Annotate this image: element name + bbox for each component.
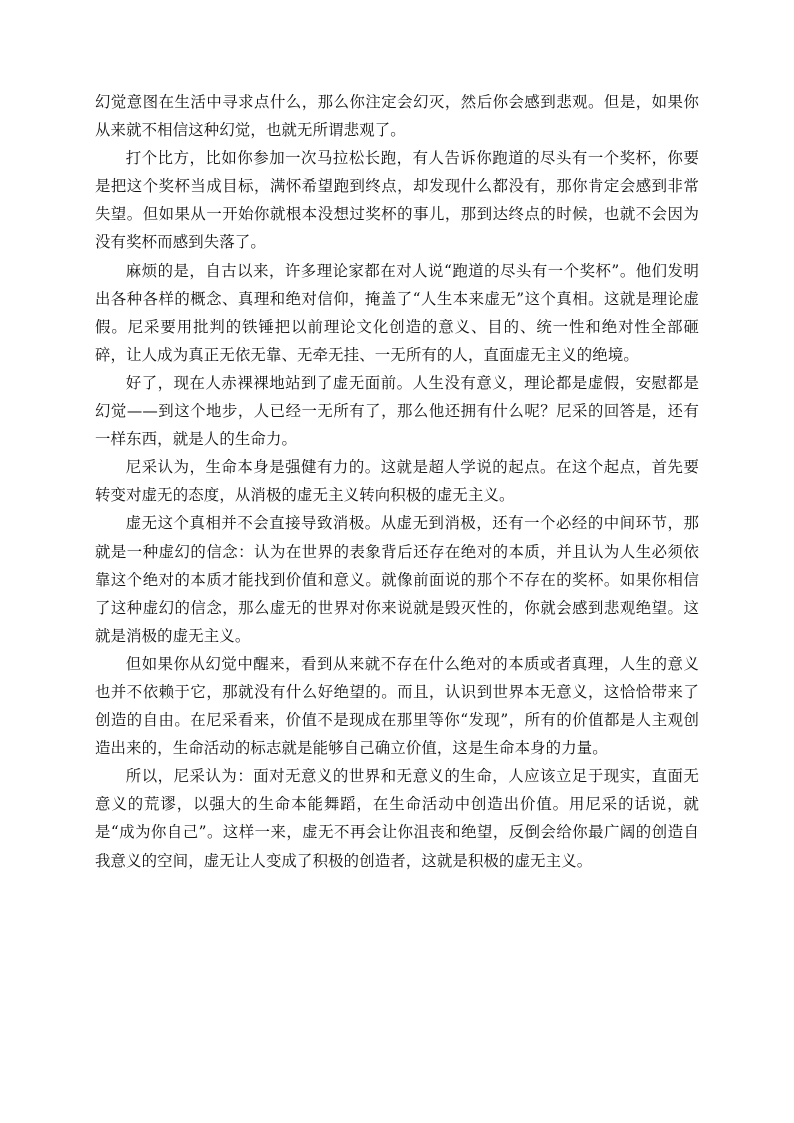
paragraph-1: 幻觉意图在生活中寻求点什么，那么你注定会幻灭，然后你会感到悲观。但是，如果你从来就不相信这种幻觉，也就无所谓悲观了。 — [95, 93, 699, 140]
paragraph-5: 尼采认为，生命本身是强健有力的。这就是超人学说的起点。在这个起点，首先要转变对虚无的态度，从消极的虚无主义转向积极的虚无主义。 — [95, 458, 699, 505]
paragraph-3: 麻烦的是，自古以来，许多理论家都在对人说“跑道的尽头有一个奖杯”。他们发明出各种各样的概念、真理和绝对信仰，掩盖了“人生本来虚无”这个真相。这就是理论虚假。尼采要用批判的铁锤把以前理论文化创造的意义、目的、统一性和绝对性全部砸碎，让人成为真正无依无靠、无牵无挂、一无所有的人，直面虚无主义的绝境。 — [95, 261, 699, 364]
paragraph-6: 虚无这个真相并不会直接导致消极。从虚无到消极，还有一个必经的中间环节，那就是一种虚幻的信念：认为在世界的表象背后还存在绝对的本质，并且认为人生必须依靠这个绝对的本质才能找到价值和意义。就像前面说的那个不存在的奖杯。如果你相信了这种虚幻的信念，那么虚无的世界对你来说就是毁灭性的，你就会感到悲观绝望。这就是消极的虚无主义。 — [95, 514, 699, 645]
paragraph-7: 但如果你从幻觉中醒来，看到从来就不存在什么绝对的本质或者真理，人生的意义也并不依赖于它，那就没有什么好绝望的。而且，认识到世界本无意义，这恰恰带来了创造的自由。在尼采看来，价值不是现成在那里等你“发现”，所有的价值都是人主观创造出来的，生命活动的标志就是能够自己确立价值，这是生命本身的力量。 — [95, 654, 699, 758]
paragraph-8: 所以，尼采认为：面对无意义的世界和无意义的生命，人应该立足于现实，直面无意义的荒谬，以强大的生命本能舞蹈，在生命活动中创造出价值。用尼采的话说，就是“成为你自己”。这样一来，虚无不再会让你沮丧和绝望，反倒会给你最广阔的创造自我意义的空间，虚无让人变成了积极的创造者，这就是积极的虚无主义。 — [95, 767, 699, 870]
paragraph-4: 好了，现在人赤裸裸地站到了虚无面前。人生没有意义，理论都是虚假，安慰都是幻觉——到这个地步，人已经一无所有了，那么他还拥有什么呢？尼采的回答是，还有一样东西，就是人的生命力。 — [95, 373, 699, 449]
document-body — [95, 88, 699, 875]
paragraph-2: 打个比方，比如你参加一次马拉松长跑，有人告诉你跑道的尽头有一个奖杯，你要是把这个奖杯当成目标，满怀希望跑到终点，却发现什么都没有，那你肯定会感到非常失望。但如果从一开始你就根本没想过奖杯的事儿，那到达终点的时候，也就不会因为没有奖杯而感到失落了。 — [95, 149, 699, 252]
